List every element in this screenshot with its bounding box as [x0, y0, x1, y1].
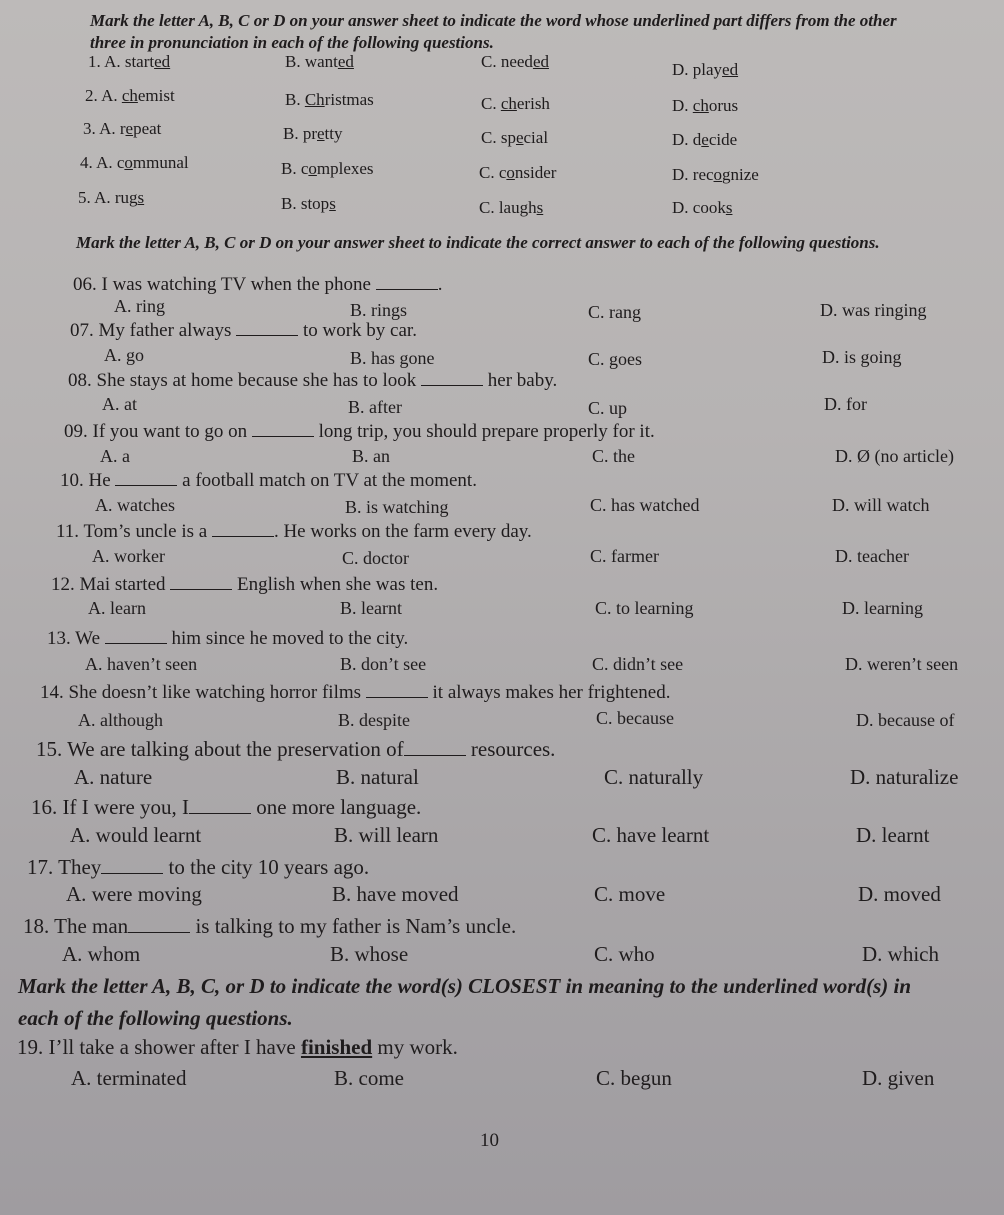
question-2: 2. A. chemist B. Christmas C. cherish D. chorus — [85, 86, 739, 115]
option-a: A. at — [102, 394, 137, 414]
option-b: B. stops — [281, 194, 336, 213]
question-12-options — [0, 598, 1004, 624]
question-14-stem: 14. She doesn’t like watching horror films it always makes her frightened. — [40, 682, 671, 703]
option-c: C. didn’t see — [592, 654, 684, 674]
option-d: D. learning — [842, 598, 923, 618]
option-c: C. goes — [588, 349, 642, 369]
question-15-stem: 15. We are talking about the preservation of resources. — [36, 737, 556, 761]
option-a: A. would learnt — [70, 823, 202, 847]
option-c: C. farmer — [590, 546, 659, 566]
answer-blank — [105, 629, 167, 644]
question-6-options — [0, 296, 1004, 322]
question-7-options — [0, 345, 1004, 371]
option-b: B. don’t see — [340, 654, 427, 674]
question-3: 3. A. repeat B. pretty C. special D. decide — [83, 119, 738, 149]
option-d: D. played — [672, 60, 739, 79]
option-b: B. an — [352, 446, 390, 466]
option-b: B. pretty — [283, 124, 343, 143]
option-d: D. learnt — [856, 823, 930, 847]
option-b: B. will learn — [334, 823, 439, 847]
part1-instruction: Mark the letter A, B, C or D on your answer sheet to indicate the word whose underlined part differs from the other three in pronunciation in each of the following questions. — [90, 11, 897, 52]
option-d: D. moved — [858, 882, 941, 906]
answer-blank — [189, 799, 251, 814]
question-8-options — [0, 394, 1004, 420]
option-c: C. the — [592, 446, 635, 466]
option-d: D. decide — [672, 130, 738, 149]
option-d: D. Ø (no article) — [835, 446, 954, 466]
question-11-options — [0, 546, 1004, 572]
option-c: C. consider — [479, 163, 557, 182]
question-9-stem: 09. If you want to go on long trip, you should prepare properly for it. — [64, 421, 655, 442]
option-b: B. is watching — [345, 497, 449, 517]
option-d: D. cooks — [672, 198, 733, 217]
question-9-options — [0, 446, 1004, 472]
option-d: D. which — [862, 942, 939, 966]
option-a: A. terminated — [71, 1066, 187, 1090]
answer-blank — [421, 371, 483, 386]
option-b: B. learnt — [340, 598, 402, 618]
option-c: C. who — [594, 942, 655, 966]
option-d: D. recognize — [672, 165, 759, 184]
question-19-options — [0, 1066, 1004, 1092]
option-d: D. teacher — [835, 546, 909, 566]
option-c: C. up — [588, 398, 628, 418]
question-1: 1. A. started B. wanted C. needed D. played — [88, 52, 739, 79]
option-b: B. rings — [350, 300, 408, 320]
option-c: C. rang — [588, 302, 641, 322]
question-4: 4. A. communal B. complexes C. consider D. recognize — [80, 153, 759, 184]
option-c: C. because — [596, 708, 674, 728]
option-b: B. has gone — [350, 348, 435, 368]
question-13-options — [0, 654, 1004, 680]
page-number: 10 — [480, 1130, 499, 1151]
option-c: C. needed — [481, 52, 549, 71]
option-b: B. after — [348, 397, 402, 417]
option-c: C. have learnt — [592, 823, 710, 847]
option-c: C. has watched — [590, 495, 700, 515]
question-6-stem: 06. I was watching TV when the phone . — [73, 274, 443, 295]
option-a: A. watches — [95, 495, 175, 515]
option-a: A. ring — [114, 296, 165, 316]
option-c: C. to learning — [595, 598, 694, 618]
option-b: B. despite — [338, 710, 410, 730]
underlined-word: finished — [300, 1035, 373, 1059]
option-b: B. have moved — [332, 882, 459, 906]
option-b: C. doctor — [342, 548, 409, 568]
answer-blank — [252, 422, 314, 437]
question-14-options — [0, 710, 1004, 736]
answer-blank — [128, 918, 190, 933]
answer-blank — [376, 275, 438, 290]
option-d: D. was ringing — [820, 300, 927, 320]
option-d: D. given — [862, 1066, 935, 1090]
question-18-options — [0, 942, 1004, 968]
answer-blank — [404, 741, 466, 756]
question-8-stem: 08. She stays at home because she has to look her baby. — [68, 370, 558, 391]
answer-blank — [212, 522, 274, 537]
option-a: A. although — [78, 710, 163, 730]
question-17-stem: 17. They to the city 10 years ago. — [27, 855, 370, 879]
answer-blank — [101, 859, 163, 874]
option-c: C. move — [594, 882, 666, 906]
answer-blank — [170, 575, 232, 590]
question-19-stem: 19. I’ll take a shower after I have finished my work. — [17, 1035, 458, 1059]
option-a: A. were moving — [66, 882, 202, 906]
option-c: C. cherish — [481, 94, 550, 113]
option-d: D. for — [824, 394, 867, 414]
option-b: B. natural — [336, 765, 419, 789]
question-18-stem: 18. The man is talking to my father is Nam’s uncle. — [23, 914, 517, 938]
question-5: 5. A. rugs B. stops C. laughs D. cooks — [78, 188, 733, 217]
answer-blank — [236, 321, 298, 336]
option-c: C. laughs — [479, 198, 544, 217]
option-d: D. weren’t seen — [845, 654, 959, 674]
option-a: A. haven’t seen — [85, 654, 198, 674]
question-10-options — [0, 495, 1004, 521]
question-11-stem: 11. Tom’s uncle is a . He works on the farm every day. — [56, 521, 532, 542]
option-b: B. come — [334, 1066, 404, 1090]
option-c: C. begun — [596, 1066, 672, 1090]
option-d: D. chorus — [672, 96, 739, 115]
option-a: A. a — [100, 446, 130, 466]
option-d: D. naturalize — [850, 765, 959, 789]
option-b: B. wanted — [285, 52, 354, 71]
option-b: B. whose — [330, 942, 409, 966]
option-b: B. Christmas — [285, 90, 374, 109]
option-c: C. special — [481, 128, 549, 147]
option-a: A. learn — [88, 598, 146, 618]
question-13-stem: 13. We him since he moved to the city. — [47, 628, 409, 649]
question-7-stem: 07. My father always to work by car. — [70, 320, 417, 341]
question-15-options — [0, 765, 1004, 791]
option-d: D. is going — [822, 347, 902, 367]
answer-blank — [366, 683, 428, 698]
option-c: C. naturally — [604, 765, 704, 789]
option-a: A. go — [104, 345, 144, 365]
answer-blank — [115, 471, 177, 486]
question-17-options — [0, 882, 1004, 908]
question-10-stem: 10. He a football match on TV at the moment. — [60, 470, 477, 491]
question-12-stem: 12. Mai started English when she was ten. — [51, 574, 439, 595]
option-a: A. nature — [74, 765, 153, 789]
question-16-stem: 16. If I were you, I one more language. — [31, 795, 422, 819]
option-b: B. complexes — [281, 159, 374, 178]
part2-instruction: Mark the letter A, B, C or D on your answer sheet to indicate the correct answer to each of the following questions. — [76, 233, 880, 252]
option-d: D. will watch — [832, 495, 930, 515]
part3-instruction: Mark the letter A, B, C, or D to indicate the word(s) CLOSEST in meaning to the underlined word(s) in each of the following questions. — [18, 974, 912, 1030]
option-a: A. whom — [62, 942, 141, 966]
question-16-options — [0, 823, 1004, 849]
option-d: D. because of — [856, 710, 955, 730]
option-a: A. worker — [92, 546, 165, 566]
